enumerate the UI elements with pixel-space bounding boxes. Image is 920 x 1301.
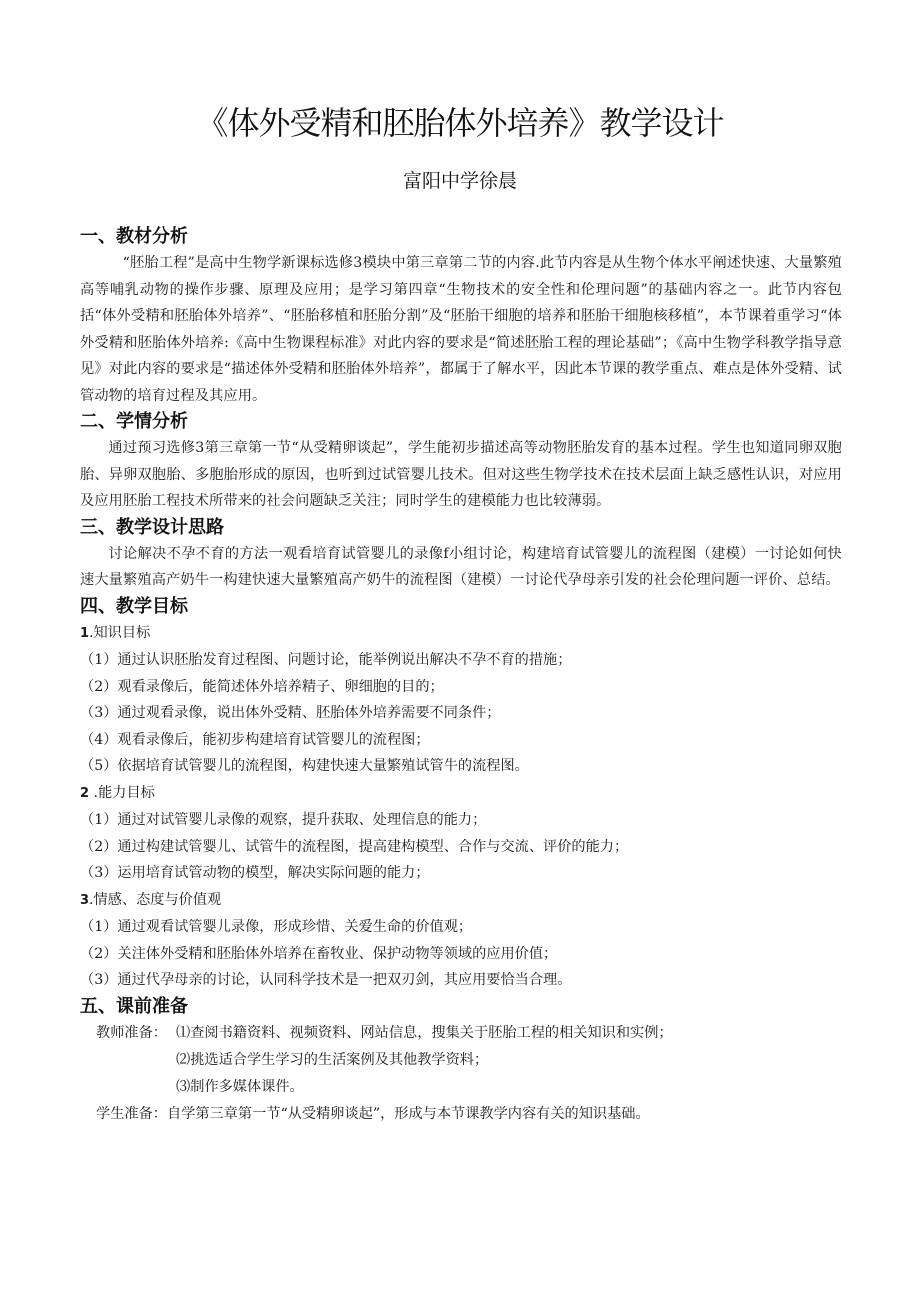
- section-heading: 四、教学目标: [80, 595, 188, 617]
- teacher-preparation: [80, 1020, 842, 1101]
- list-item: （4）观看录像后，能初步构建培育试管婴儿的流程图；: [80, 731, 430, 748]
- objective-group-label: .情感、态度与价值观: [89, 891, 222, 908]
- section-textbook-analysis: [80, 224, 842, 409]
- section-teaching-objectives: [80, 594, 842, 994]
- list-item: ⑶制作多媒体课件。: [176, 1078, 304, 1095]
- list-item: （2）通过构建试管婴儿、试管牛的流程图，提高建构模型、合作与交流、评价的能力；: [80, 838, 629, 855]
- author-line: 富阳中学徐晨: [402, 170, 517, 192]
- list-item: （3）通过代孕母亲的讨论，认同科学技术是一把双刃剑，其应用要恰当合理。: [80, 972, 572, 988]
- objective-group-knowledge: [80, 620, 842, 648]
- list-item: （1）通过对试管婴儿录像的观察，提升获取、处理信息的能力；: [80, 812, 487, 828]
- section-paragraph: “胚胎工程”是高中生物学新课标选修3模块中第三章第二节的内容.此节内容是从生物个体水平阐述快速、大量繁殖高等哺乳动物的操作步骤、原理及应用；是学习第四章“生物技术的安全性和伦理问题”的基础内容之一。此节内容包括“体外受精和胚胎体外培养”、“胚胎移植和胚胎分割”及“胚胎干细胞的培养和胚胎干细胞核移植”，本节课着重学习“体外受精和胚胎体外培养:《高中生物课程标准》对此内容的要求是“简述胚胎工程的理论基础”；《高中生物学科教学指导意见》对此内容的要求是“描述体外受精和胚胎体外培养”，都属于了解水平，因此本节课的教学重点、难点是体外受精、试管动物的培育过程及其应用。: [80, 255, 842, 404]
- document-title: 《体外受精和胚胎体外培养》教学设计: [196, 104, 724, 142]
- section-paragraph: 讨论解决不孕不育的方法一观看培育试管婴儿的录像f小组讨论，构建培育试管婴儿的流程图（建模）一讨论如何快速大量繁殖高产奶牛一构建快速大量繁殖高产奶牛的流程图（建模）一讨论代孕母亲引发的社会伦理问题一评价、总结。: [80, 545, 842, 588]
- objective-group-number: 1: [80, 625, 90, 641]
- section-heading: 五、课前准备: [80, 995, 188, 1017]
- student-preparation-label: 学生准备：: [96, 1105, 167, 1122]
- objective-group-values: [80, 887, 842, 915]
- list-item: （2）关注体外受精和胚胎体外培养在畜牧业、保护动物等领域的应用价值；: [80, 945, 558, 962]
- list-item: （3）运用培育试管动物的模型，解决实际问题的能力；: [80, 865, 430, 881]
- list-item: ⑴查阅书籍资料、视频资料、网站信息，搜集关于胚胎工程的相关知识和实例；: [176, 1024, 673, 1041]
- list-item: （1）通过认识胚胎发育过程图、问题讨论，能举例说出解决不孕不育的措施；: [80, 652, 572, 668]
- student-preparation-text: 自学第三章第一节“从受精卵谈起”，形成与本节课教学内容有关的知识基础。: [166, 1105, 650, 1122]
- section-student-analysis: [80, 409, 842, 515]
- section-heading: 三、教学设计思路: [80, 516, 224, 538]
- objective-group-label: .知识目标: [89, 624, 151, 641]
- objective-group-number: 2: [80, 785, 90, 801]
- section-preparation: [80, 994, 842, 1128]
- document-body: [80, 224, 842, 1128]
- objective-group-label: .能力目标: [89, 784, 155, 801]
- objective-group-number: 3: [80, 892, 90, 908]
- list-item: （5）依据培育试管婴儿的流程图，构建快速大量繁殖试管牛的流程图。: [80, 758, 529, 774]
- section-heading: 二、学情分析: [80, 411, 188, 432]
- section-paragraph: 通过预习选修3第三章第一节“从受精卵谈起”，学生能初步描述高等动物胚胎发育的基本过程。学生也知道同卵双胞胎、异卵双胞胎、多胞胎形成的原因，也听到过试管婴儿技术。但对这些生物学技术在技术层面上缺乏感性认识，对应用及应用胚胎工程技术所带来的社会问题缺乏关注；同时学生的建模能力也比较薄弱。: [80, 440, 842, 509]
- section-heading: 一、教材分析: [80, 226, 188, 247]
- objective-group-ability: [80, 780, 842, 808]
- student-preparation: [80, 1101, 842, 1128]
- section-design-approach: [80, 515, 842, 594]
- list-item: （2）观看录像后，能简述体外培养精子、卵细胞的目的；: [80, 678, 444, 695]
- list-item: （1）通过观看试管婴儿录像，形成珍惜、关爱生命的价值观；: [80, 919, 473, 935]
- list-item: ⑵挑选适合学生学习的生活案例及其他教学资料；: [176, 1051, 489, 1068]
- list-item: （3）通过观看录像，说出体外受精、胚胎体外培养需要不同条件；: [80, 705, 501, 721]
- teacher-preparation-label: 教师准备：: [96, 1024, 167, 1041]
